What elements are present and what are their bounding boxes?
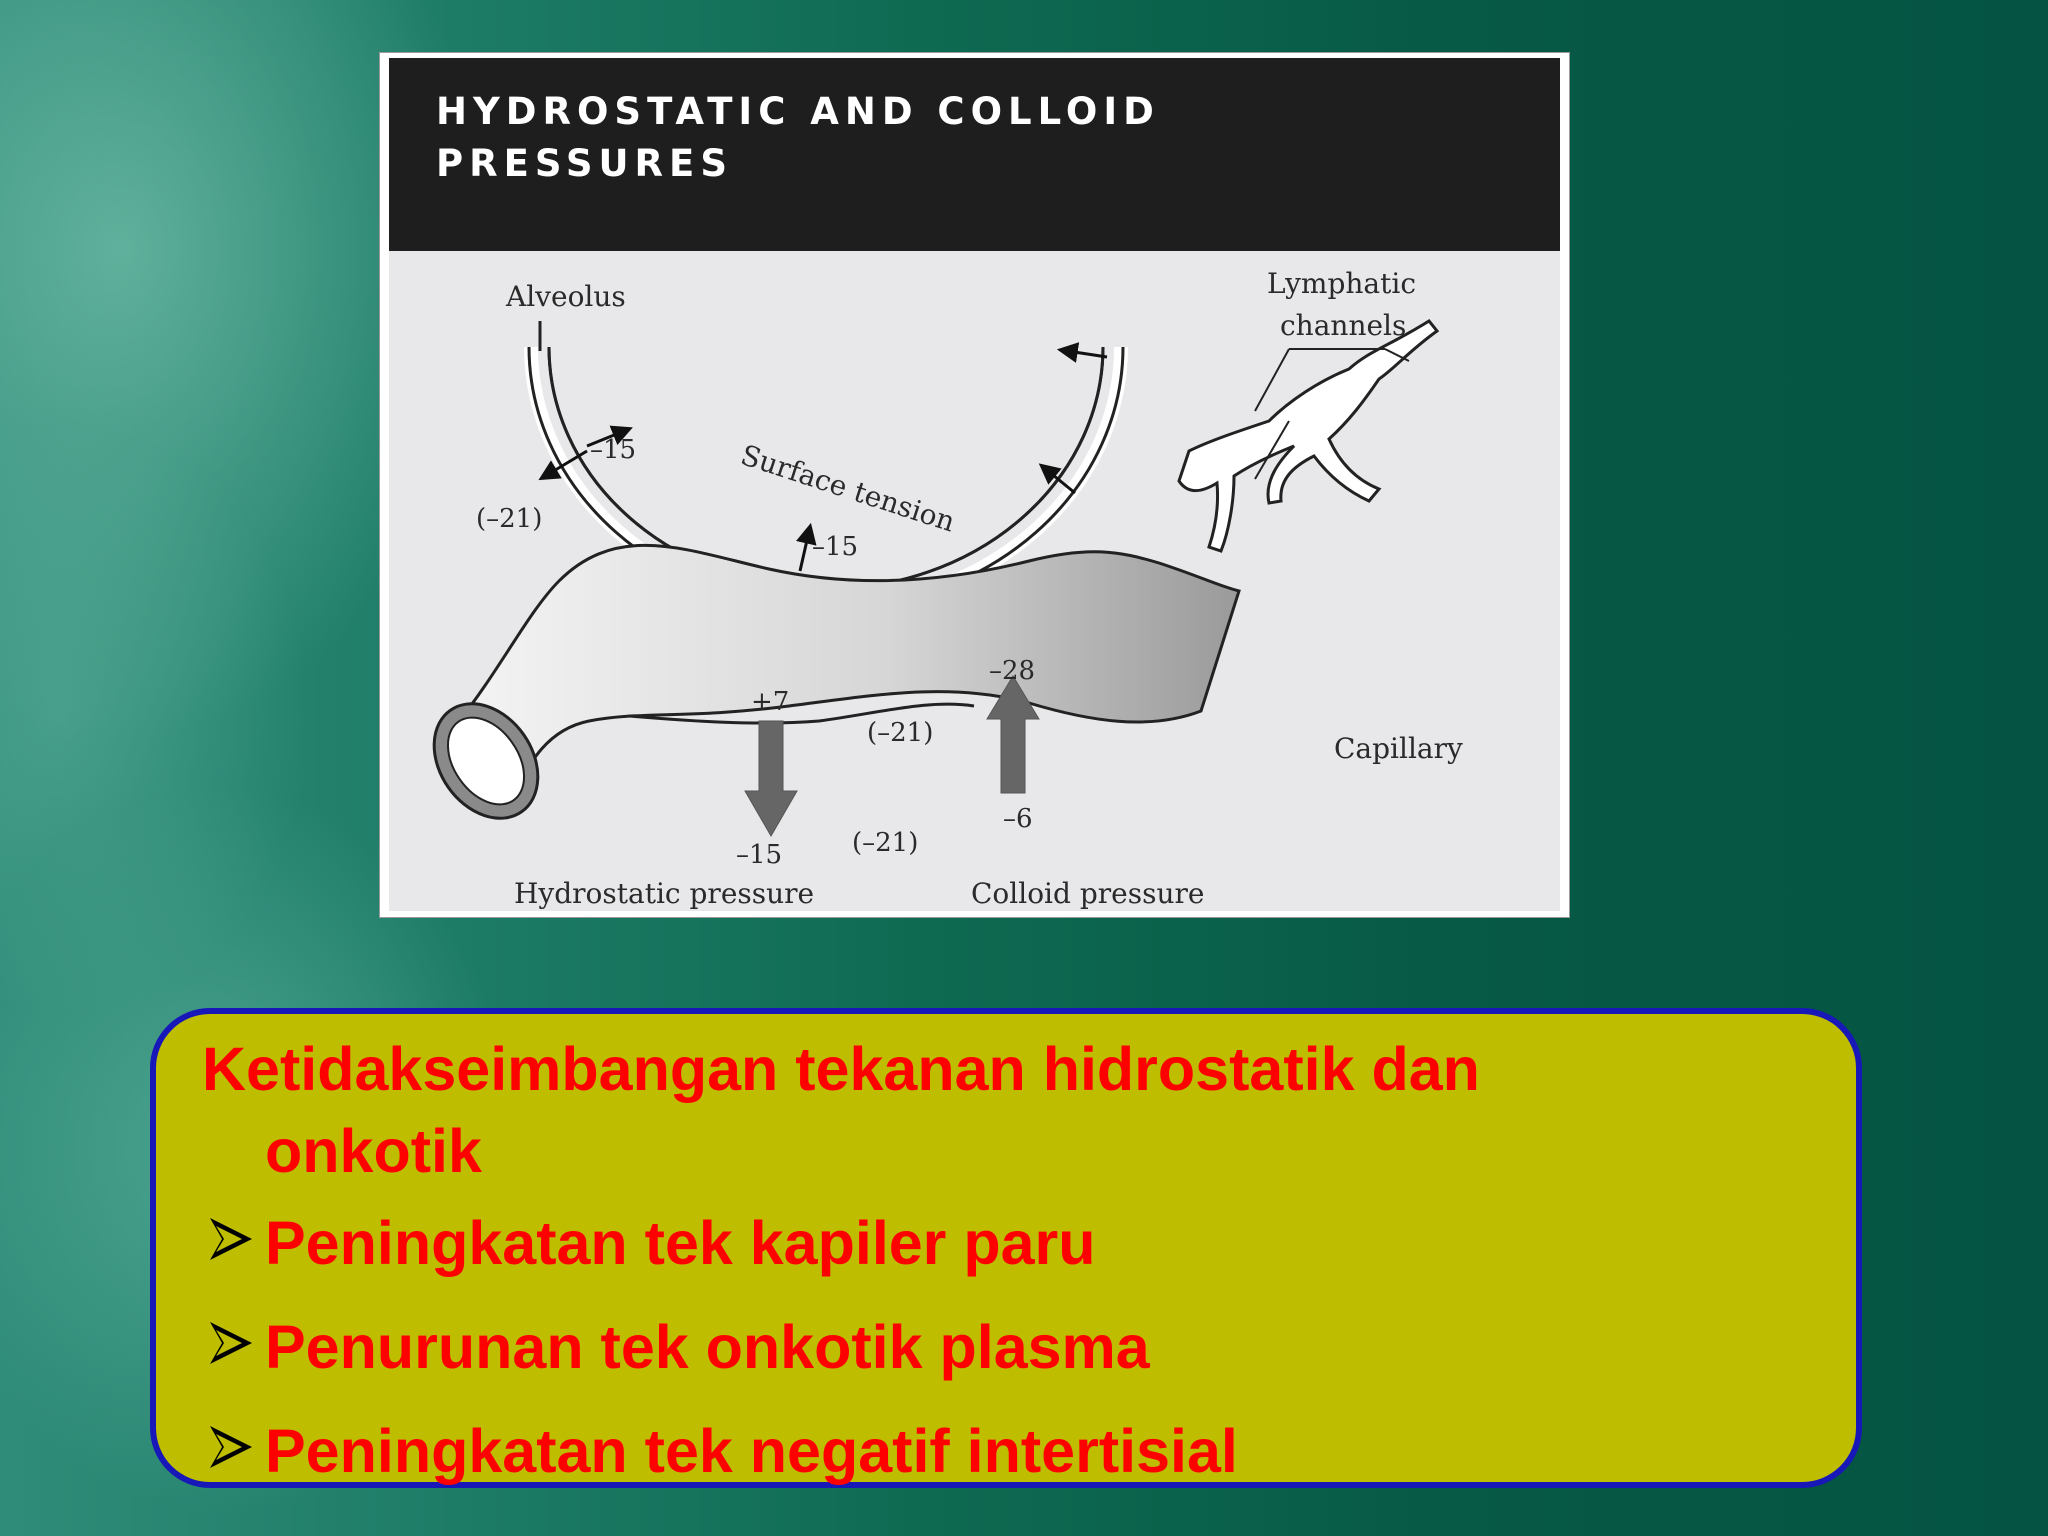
label-minus21-a: (–21) (476, 504, 543, 534)
label-hydrostatic-pressure: Hydrostatic pressure (514, 877, 815, 910)
label-minus28: –28 (989, 656, 1036, 686)
label-minus6: –6 (1003, 804, 1033, 834)
diagram-illustration (389, 251, 1560, 911)
summary-heading-line1: Ketidakseimbangan tekanan hidrostatik dan (202, 1035, 1480, 1103)
capillary-tube (459, 545, 1239, 796)
arrow-inward-bottom (800, 527, 810, 571)
arrow-top-right (1061, 350, 1107, 357)
figure-title-line1: HYDROSTATIC AND COLLOID (436, 90, 1160, 133)
label-minus15-a: –15 (590, 435, 637, 465)
label-minus21-b: (–21) (867, 718, 934, 748)
arrow-inward-right (1042, 466, 1075, 493)
label-lymphatic-1: Lymphatic (1267, 267, 1417, 300)
bullet-item-1: Peningkatan tek kapiler paru (265, 1209, 1096, 1277)
arrowhead-bullet-icon (208, 1214, 254, 1264)
label-alveolus: Alveolus (506, 280, 626, 313)
bullet-item-2: Penurunan tek onkotik plasma (265, 1313, 1150, 1381)
label-colloid-pressure: Colloid pressure (971, 877, 1205, 910)
label-minus15-c: –15 (736, 840, 783, 870)
figure-title-line2: PRESSURES (436, 142, 733, 185)
label-minus15-b: –15 (812, 532, 859, 562)
figure-title (436, 86, 1436, 190)
label-minus21-c: (–21) (852, 828, 919, 858)
arrowhead-bullet-icon (208, 1318, 254, 1368)
label-plus7: +7 (751, 687, 790, 717)
label-capillary: Capillary (1334, 732, 1463, 765)
summary-textbox (150, 1008, 1862, 1488)
hydrostatic-arrow (745, 721, 797, 836)
arrowhead-bullet-icon (208, 1422, 254, 1472)
pressure-diagram-figure (379, 52, 1570, 918)
label-lymphatic-2: channels (1280, 309, 1407, 342)
label-surface-tension: Surface tension (736, 438, 960, 539)
figure-body (389, 251, 1560, 911)
bullet-item-3: Peningkatan tek negatif intertisial (265, 1417, 1238, 1485)
figure-header (389, 58, 1560, 251)
summary-heading-line2: onkotik (265, 1117, 482, 1185)
